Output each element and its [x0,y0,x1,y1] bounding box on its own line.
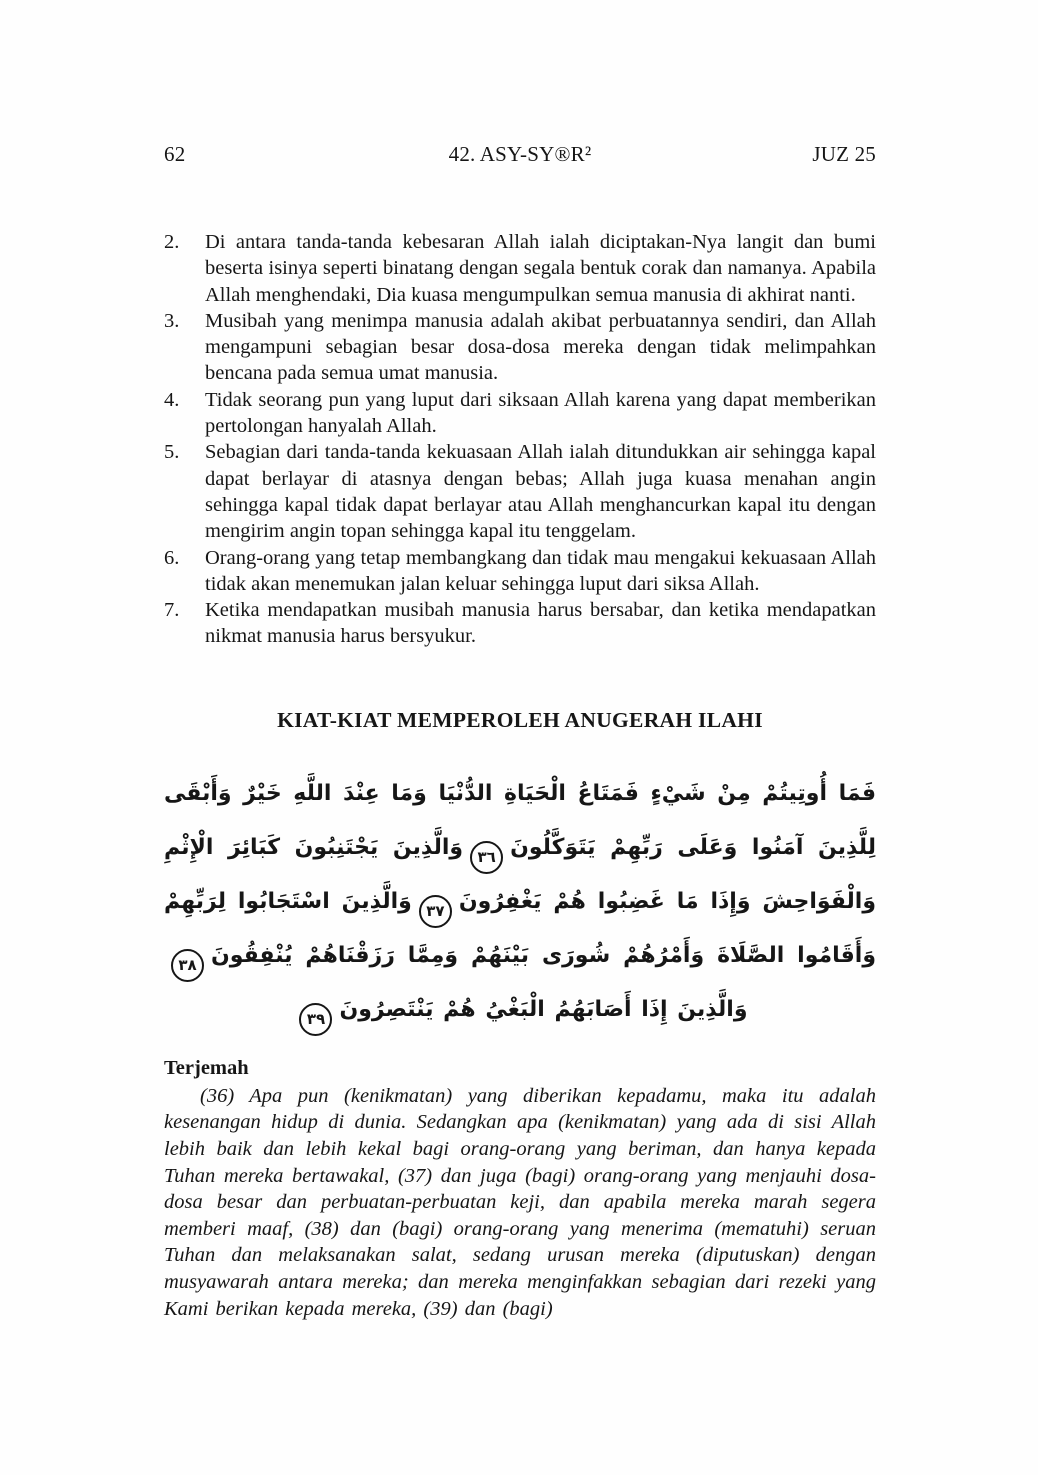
list-item [164,387,876,440]
item-number: 2. [164,231,180,253]
verse-39-number-badge: ٣٩ [299,1003,332,1036]
verse-39-text: وَالَّذِينَ إِذَا أَصَابَهُمُ الْبَغْيُ هُمْ يَنْتَصِرُونَ [339,996,748,1022]
section-heading: KIAT-KIAT MEMPEROLEH ANUGERAH ILAHI [277,707,763,732]
quran-verse-block [164,767,876,1037]
list-item [164,229,876,308]
list-item [164,545,876,598]
juz-label: JUZ 25 [812,142,876,166]
item-text: Tidak seorang pun yang luput dari siksaan Allah karena yang dapat memberikan pertolongan hanyalah Allah. [205,388,876,438]
item-text: Musibah yang menimpa manusia adalah akibat perbuatannya sendiri, dan Allah mengampuni sebagian besar dosa-dosa mereka dengan tidak melimpahkan bencana pada semua umat manusia. [205,309,876,385]
item-text: Orang-orang yang tetap membangkang dan tidak mau mengakui kekuasaan Allah tidak akan menemukan jalan keluar sehingga luput dari siksa Allah. [205,546,876,595]
item-text: Di antara tanda-tanda kebesaran Allah ialah diciptakan-Nya langit dan bumi beserta isinya seperti binatang dengan segala bentuk corak dan namanya. Apabila Allah menghendaki, Dia kuasa mengumpulkan semua manusia di akhirat nanti. [205,231,876,306]
verse-38-text: وَالَّذِينَ اسْتَجَابُوا لِرَبِّهِمْ وَأَقَامُوا الصَّلَاةَ وَأَمْرُهُمْ شُورَى بَيْنَهُمْ وَمِمَّا رَزَقْنَاهُمْ يُنْفِقُونَ [164,888,876,968]
item-number: 6. [164,546,180,569]
verse-36-text: فَمَا أُوتِيتُمْ مِنْ شَيْءٍ فَمَتَاعُ الْحَيَاةِ الدُّنْيَا وَمَا عِنْدَ اللَّهِ خَيْرٌ وَأَبْقَى لِلَّذِينَ آمَنُوا وَعَلَى رَبِّهِمْ يَتَوَكَّلُونَ [164,780,876,860]
verse-37-number-badge: ٣٧ [419,895,452,928]
page-number: 62 [164,142,186,166]
item-number: 7. [164,599,180,622]
verse-36-number-badge: ٣٦ [470,841,503,874]
list-item [164,597,876,650]
summary-list [164,229,876,650]
chapter-title: 42. ASY-SY®R² [448,142,592,166]
list-item [164,308,876,387]
page-header [164,143,876,165]
item-text: Ketika mendapatkan musibah manusia harus bersabar, dan ketika mendapatkan nikmat manusia harus bersyukur. [205,599,876,648]
translation-heading: Terjemah [164,1056,249,1079]
verse-38-number-badge: ٣٨ [171,949,204,982]
item-text: Sebagian dari tanda-tanda kekuasaan Allah ialah ditundukkan air sehingga kapal dapat berlayar di atasnya dengan bebas; Allah juga kuasa menahan angin sehingga kapal tidak dapat berlayar atau Allah menghancurkan kapal itu dengan mengirim angin topan sehingga kapal itu tenggelam. [205,441,876,543]
list-item [164,439,876,544]
item-number: 5. [164,441,180,464]
item-number: 4. [164,388,180,411]
translation-paragraph: (36) Apa pun (kenikmatan) yang diberikan kepadamu, maka itu adalah kesenangan hidup di dunia. Sedangkan apa (kenikmatan) yang ada di sisi Allah lebih baik dan lebih kekal bagi orang-orang yang beriman, dan hanya kepada Tuhan mereka bertawakal, (37) dan juga (bagi) orang-orang yang menjauhi dosa-dosa besar dan perbuatan-perbuatan keji, dan apabila mereka marah segera memberi maaf, (38) dan (bagi) orang-orang yang menerima (mematuhi) seruan Tuhan dan melaksanakan salat, sedang urusan mereka (diputuskan) dengan musyawarah antara mereka; dan mereka menginfakkan sebagian dari rezeki yang Kami berikan kepada mereka, (39) dan (bagi) [164,1084,876,1320]
verse-37-text: وَالَّذِينَ يَجْتَنِبُونَ كَبَائِرَ الْإِثْمِ وَالْفَوَاحِشَ وَإِذَا مَا غَضِبُوا هُمْ يَغْفِرُونَ [164,834,877,914]
item-number: 3. [164,309,180,332]
